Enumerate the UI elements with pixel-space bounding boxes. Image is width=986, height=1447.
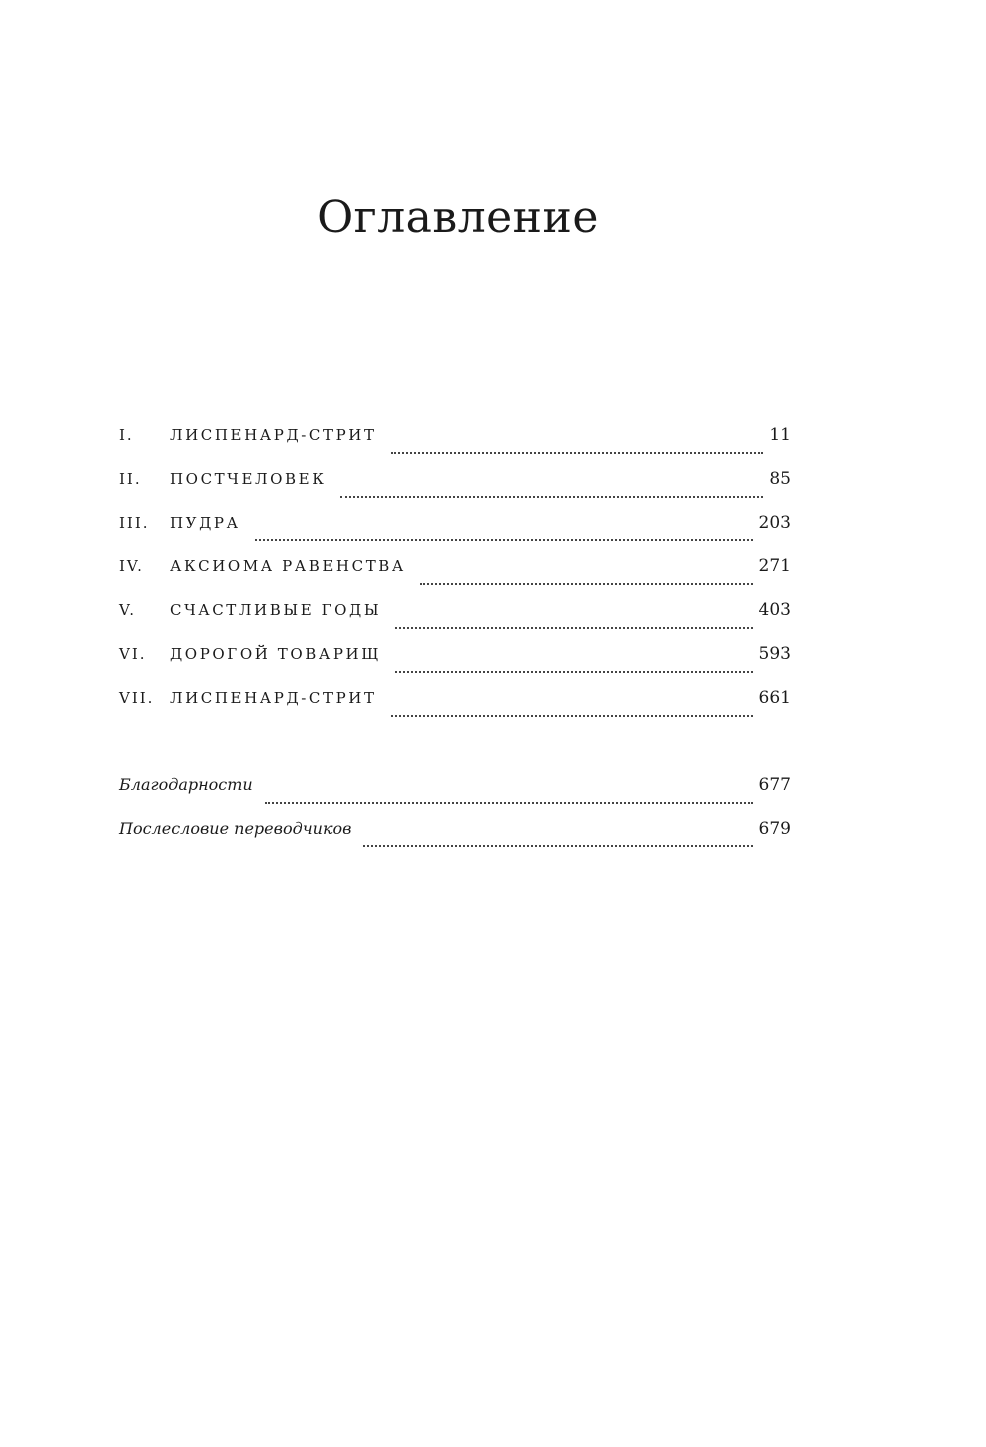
page-number: 661 (758, 687, 791, 708)
back-matter-title: Благодарности (119, 775, 253, 794)
chapter-title: ЛИСПЕНАРД-СТРИТ (170, 426, 377, 444)
dot-leader (363, 845, 752, 847)
dot-leader (391, 715, 753, 717)
page-number: 271 (758, 556, 791, 577)
page-number: 679 (758, 818, 791, 839)
chapter-number: II. (119, 469, 142, 488)
chapter-number: I. (119, 426, 134, 444)
table-of-contents (119, 425, 791, 732)
toc-entry-chapter-3[interactable] (119, 513, 791, 557)
dot-leader (255, 539, 753, 541)
page-number: 403 (758, 600, 791, 621)
chapter-number: IV. (119, 557, 144, 576)
toc-entry-chapter-7[interactable] (119, 688, 791, 732)
dot-leader (420, 583, 753, 585)
dot-leader (395, 671, 753, 673)
chapter-title: ПОСТЧЕЛОВЕК (170, 469, 327, 488)
chapter-title: АКСИОМА РАВЕНСТВА (170, 557, 406, 576)
toc-entry-translators-afterword[interactable] (119, 819, 791, 863)
dot-leader (391, 452, 764, 454)
chapter-number: III. (119, 513, 150, 532)
page-number: 203 (758, 512, 791, 533)
chapter-number: VI. (119, 644, 147, 663)
chapter-title: СЧАСТЛИВЫЕ ГОДЫ (170, 601, 382, 620)
chapter-number: V. (119, 601, 136, 620)
dot-leader (265, 802, 753, 804)
toc-entry-chapter-6[interactable] (119, 644, 791, 688)
chapter-title: ЛИСПЕНАРД-СТРИТ (170, 688, 377, 707)
chapter-title: ДОРОГОЙ ТОВАРИЩ (170, 644, 381, 663)
dot-leader (395, 627, 752, 629)
dot-leader (340, 496, 763, 498)
page-number: 11 (769, 425, 791, 445)
page-number: 677 (758, 775, 791, 795)
page-number: 85 (769, 468, 791, 489)
back-matter-title: Послесловие переводчиков (119, 818, 352, 838)
toc-entry-chapter-5[interactable] (119, 600, 791, 644)
back-matter-list (119, 775, 791, 862)
page-number: 593 (758, 643, 791, 664)
toc-entry-chapter-1[interactable] (119, 425, 791, 469)
toc-entry-acknowledgements[interactable] (119, 775, 791, 819)
chapter-number: VII. (119, 688, 155, 707)
toc-entry-chapter-4[interactable] (119, 556, 791, 600)
chapter-title: ПУДРА (170, 513, 241, 532)
page-title: Оглавление (317, 192, 599, 243)
toc-entry-chapter-2[interactable] (119, 469, 791, 513)
